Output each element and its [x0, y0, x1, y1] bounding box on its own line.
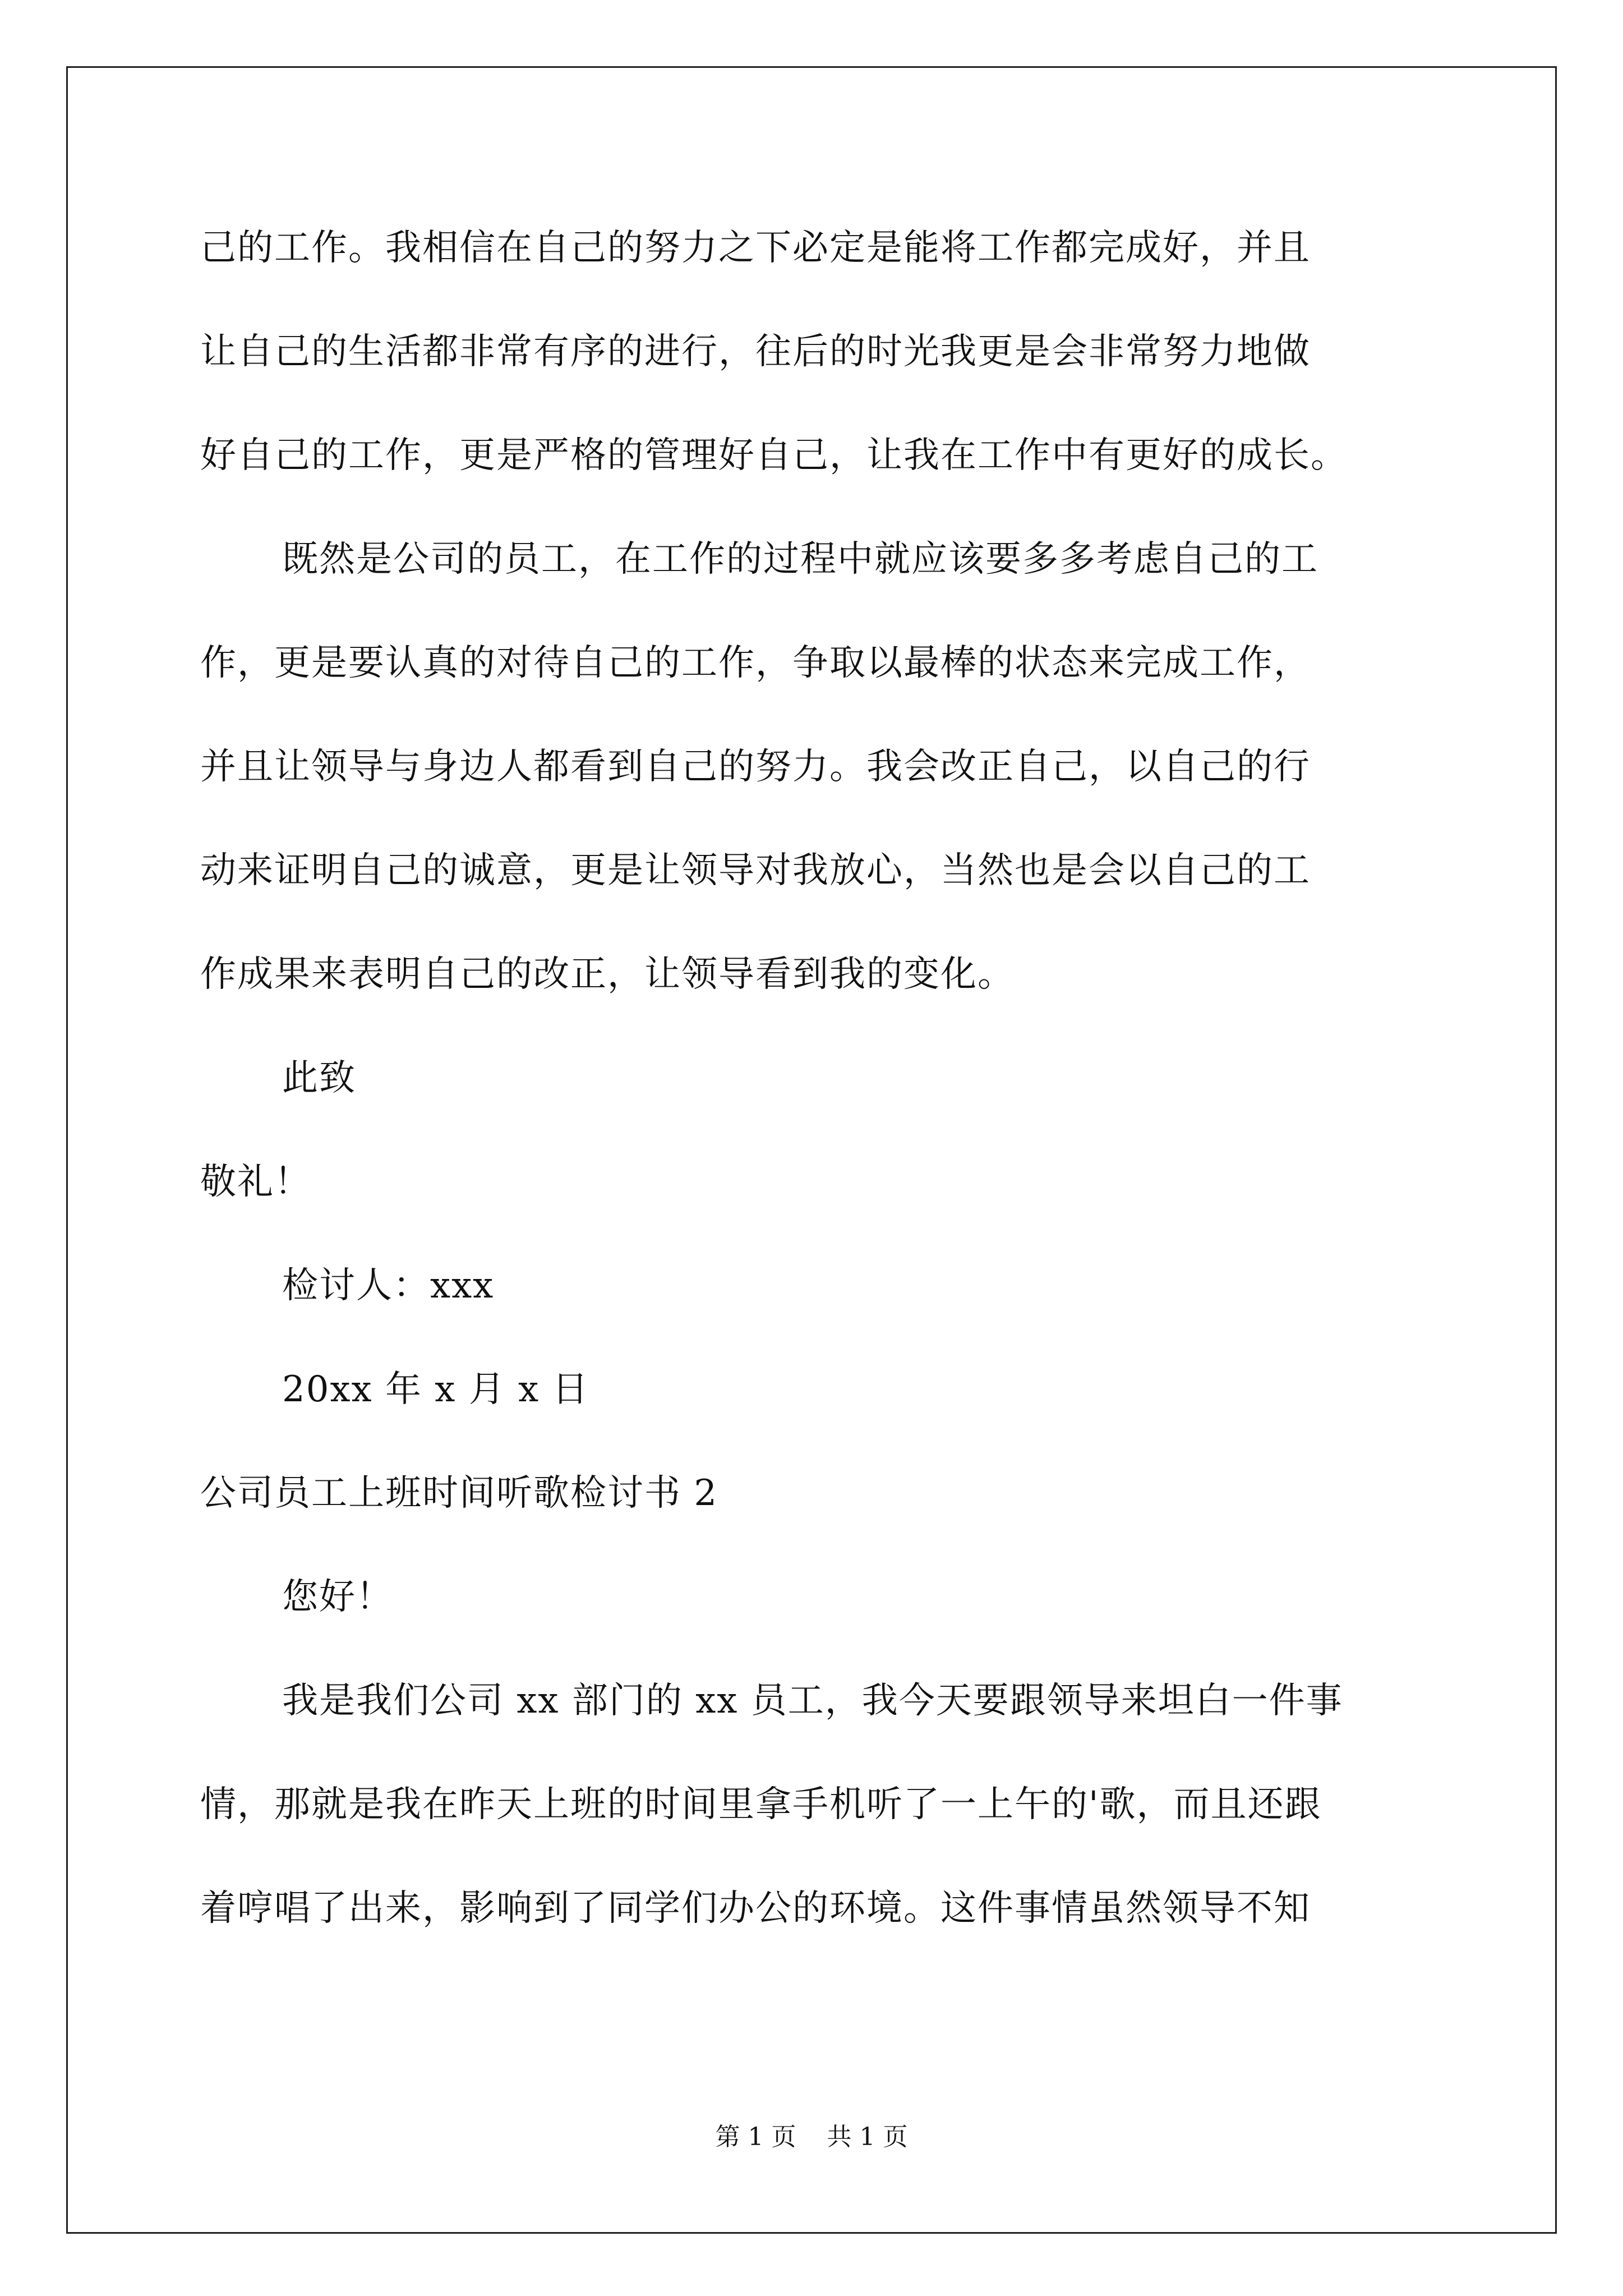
section-heading: 公司员工上班时间听歌检讨书 2 — [200, 1473, 718, 1514]
page-total: 共 1 页 — [827, 2123, 908, 2151]
paragraph-line: 情，那就是我在昨天上班的时间里拿手机听了一上午的'歌，而且还跟 — [200, 1784, 1322, 1825]
paragraph-line: 动来证明自己的诚意，更是让领导对我放心，当然也是会以自己的工 — [200, 850, 1311, 891]
paragraph-line: 好自己的工作，更是严格的管理好自己，让我在工作中有更好的成长。 — [200, 435, 1348, 476]
salutation-cizhi: 此致 — [282, 1057, 356, 1099]
date-line: 20xx 年 x 月 x 日 — [282, 1369, 589, 1410]
paragraph-line: 我是我们公司 xx 部门的 xx 员工，我今天要跟领导来坦白一件事 — [282, 1680, 1343, 1722]
paragraph-line: 作，更是要认真的对待自己的工作，争取以最棒的状态来完成工作， — [200, 642, 1311, 684]
page-footer — [0, 2120, 1623, 2154]
paragraph-line: 着哼唱了出来，影响到了同学们办公的环境。这件事情虽然领导不知 — [200, 1888, 1311, 1929]
greeting-line: 您好！ — [282, 1576, 393, 1618]
paragraph-line: 作成果来表明自己的改正，让领导看到我的变化。 — [200, 954, 1015, 995]
paragraph-line: 并且让领导与身边人都看到自己的努力。我会改正自己，以自己的行 — [200, 746, 1311, 788]
page-number: 第 1 页 — [715, 2123, 796, 2151]
salutation-jingli: 敬礼！ — [200, 1161, 311, 1203]
paragraph-line: 让自己的生活都非常有序的进行，往后的时光我更是会非常努力地做 — [200, 331, 1311, 372]
paragraph-line: 既然是公司的员工，在工作的过程中就应该要多多考虑自己的工 — [282, 539, 1318, 580]
paragraph-line: 己的工作。我相信在自己的努力之下必定是能将工作都完成好，并且 — [200, 227, 1311, 269]
signature-line: 检讨人：xxx — [282, 1265, 495, 1306]
